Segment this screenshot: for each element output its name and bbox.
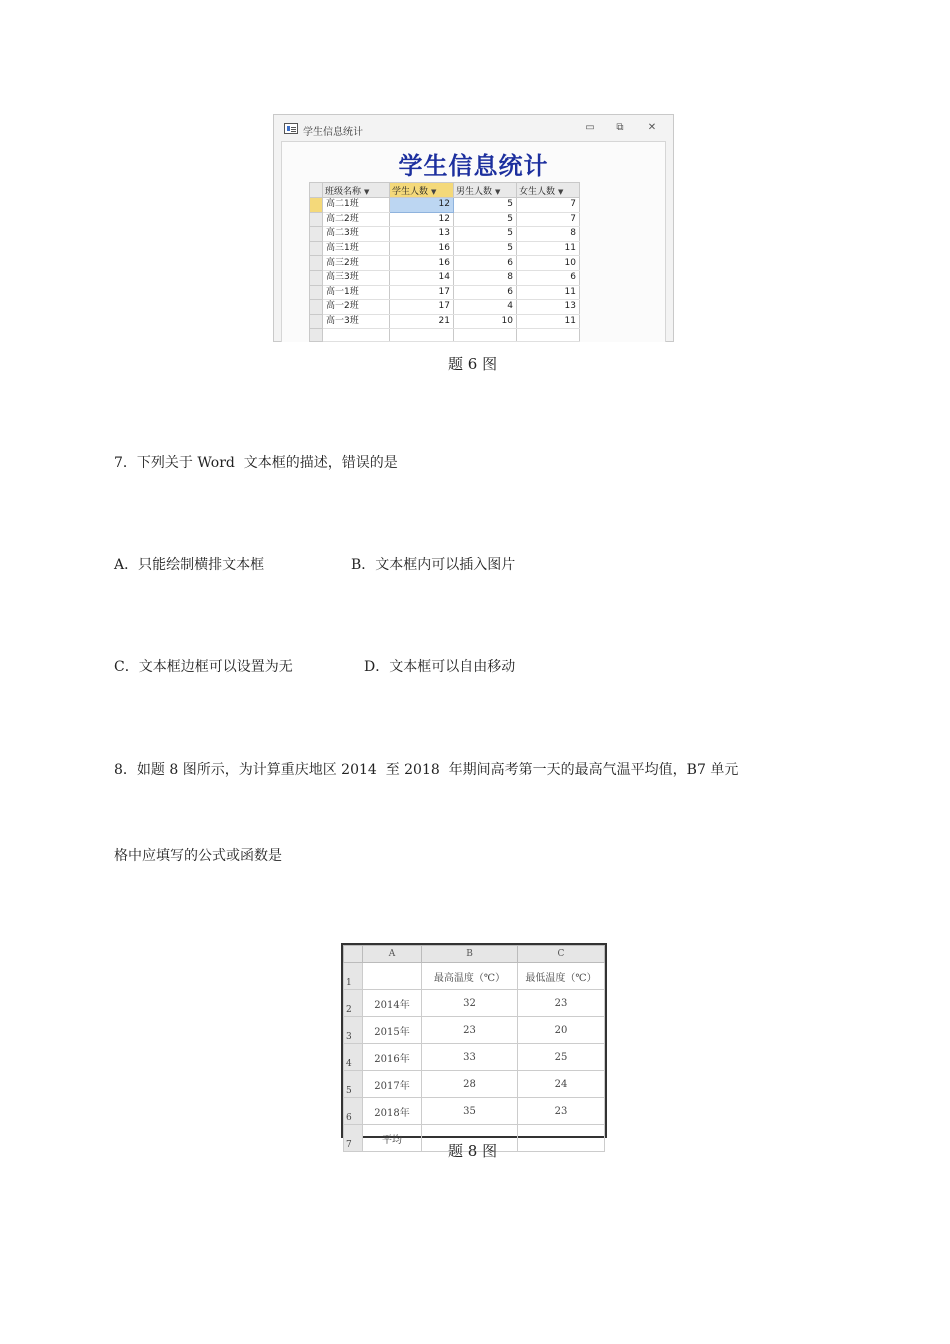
column-header-female-count[interactable]: 女生人数 ▼ xyxy=(517,183,580,198)
row-header[interactable]: 4 xyxy=(344,1044,363,1071)
table-row[interactable] xyxy=(310,314,580,329)
table-row xyxy=(344,1044,605,1071)
cell-A4[interactable]: 2016年 xyxy=(363,1044,422,1071)
column-header-a[interactable]: A xyxy=(363,946,422,963)
grid-cell[interactable]: 6 xyxy=(454,285,517,300)
record-selector[interactable] xyxy=(310,300,323,315)
row-header[interactable]: 1 xyxy=(344,963,363,990)
dropdown-arrow-icon[interactable]: ▼ xyxy=(431,187,437,196)
table-row xyxy=(344,1017,605,1044)
option-7b: B．文本框内可以插入图片 xyxy=(351,557,516,573)
grid-cell[interactable]: 17 xyxy=(390,300,454,315)
grid-cell[interactable]: 11 xyxy=(517,314,580,329)
grid-cell[interactable]: 6 xyxy=(517,270,580,285)
row-header[interactable]: 3 xyxy=(344,1017,363,1044)
table-row[interactable] xyxy=(310,212,580,227)
cell-C2[interactable]: 23 xyxy=(518,990,605,1017)
grid-cell[interactable]: 5 xyxy=(454,198,517,213)
table-row[interactable] xyxy=(310,285,580,300)
minimize-icon[interactable]: ▭ xyxy=(585,122,595,133)
corner-cell[interactable] xyxy=(344,946,363,963)
table-row[interactable] xyxy=(310,241,580,256)
record-selector[interactable] xyxy=(310,198,323,213)
window-titlebar xyxy=(274,115,673,141)
column-header-c[interactable]: C xyxy=(518,946,605,963)
cell-A7[interactable]: 平均 xyxy=(363,1125,422,1152)
cell-B6[interactable]: 35 xyxy=(422,1098,518,1125)
cell-A5[interactable]: 2017年 xyxy=(363,1071,422,1098)
cell-C1[interactable]: 最低温度（℃） xyxy=(518,963,605,990)
cell-A6[interactable]: 2018年 xyxy=(363,1098,422,1125)
grid-cell[interactable]: 高三3班 xyxy=(323,270,390,285)
figure-6-caption: 题 6 图 xyxy=(448,355,498,373)
grid-cell[interactable] xyxy=(323,329,390,342)
column-header-b[interactable]: B xyxy=(422,946,518,963)
record-selector[interactable] xyxy=(310,270,323,285)
restore-icon[interactable]: ⧉ xyxy=(616,122,624,133)
option-7c: C．文本框边框可以设置为无 xyxy=(114,659,293,675)
grid-cell[interactable]: 5 xyxy=(454,241,517,256)
grid-cell[interactable]: 5 xyxy=(454,212,517,227)
table-row[interactable] xyxy=(310,256,580,271)
question-8-stem-line1: 8．如题 8 图所示，为计算重庆地区 2014 至 2018 年期间高考第一天的最高气温平均值，B7 单元 xyxy=(114,762,739,778)
column-header-male-count[interactable]: 男生人数 ▼ xyxy=(454,183,517,198)
grid-cell[interactable]: 高三2班 xyxy=(323,256,390,271)
grid-cell[interactable]: 8 xyxy=(517,227,580,242)
cell-C5[interactable]: 24 xyxy=(518,1071,605,1098)
dropdown-arrow-icon[interactable]: ▼ xyxy=(558,187,564,196)
grid-cell[interactable]: 11 xyxy=(517,241,580,256)
datasheet-body xyxy=(310,198,580,342)
cell-C3[interactable]: 20 xyxy=(518,1017,605,1044)
grid-cell[interactable]: 10 xyxy=(454,314,517,329)
grid-cell[interactable]: 7 xyxy=(517,212,580,227)
dropdown-arrow-icon[interactable]: ▼ xyxy=(364,187,370,196)
cell-B1[interactable]: 最高温度（℃） xyxy=(422,963,518,990)
table-row[interactable] xyxy=(310,198,580,213)
grid-cell[interactable]: 高一2班 xyxy=(323,300,390,315)
grid-cell[interactable]: 12 xyxy=(390,212,454,227)
table-row[interactable] xyxy=(310,227,580,242)
record-selector[interactable] xyxy=(310,256,323,271)
temperature-spreadsheet xyxy=(341,943,607,1150)
grid-cell[interactable]: 6 xyxy=(454,256,517,271)
grid-cell[interactable]: 高三1班 xyxy=(323,241,390,256)
option-7d: D．文本框可以自由移动 xyxy=(364,659,516,675)
spreadsheet-body xyxy=(344,963,605,1152)
table-row xyxy=(344,1071,605,1098)
grid-cell[interactable]: 10 xyxy=(517,256,580,271)
form-heading: 学生信息统计 xyxy=(398,152,549,180)
table-row xyxy=(344,990,605,1017)
record-selector[interactable] xyxy=(310,212,323,227)
cell-A2[interactable]: 2014年 xyxy=(363,990,422,1017)
datasheet-grid xyxy=(309,182,580,342)
grid-cell[interactable]: 高一1班 xyxy=(323,285,390,300)
cell-A3[interactable]: 2015年 xyxy=(363,1017,422,1044)
question-8-stem-line2: 格中应填写的公式或函数是 xyxy=(114,848,282,864)
figure-8-caption: 题 8 图 xyxy=(448,1142,498,1160)
row-header[interactable]: 7 xyxy=(344,1125,363,1152)
grid-cell[interactable]: 12 xyxy=(390,198,454,213)
column-header-class-name[interactable]: 班级名称 ▼ xyxy=(323,183,390,198)
grid-cell[interactable]: 4 xyxy=(454,300,517,315)
grid-cell[interactable]: 11 xyxy=(517,285,580,300)
grid-cell[interactable] xyxy=(517,329,580,342)
cell-B3[interactable]: 23 xyxy=(422,1017,518,1044)
grid-cell[interactable]: 高二1班 xyxy=(323,198,390,213)
table-row[interactable] xyxy=(310,300,580,315)
window-title: 学生信息统计 xyxy=(303,127,363,138)
form-body xyxy=(281,141,666,342)
row-header[interactable]: 2 xyxy=(344,990,363,1017)
grid-cell[interactable]: 7 xyxy=(517,198,580,213)
form-icon xyxy=(284,123,298,134)
record-selector[interactable] xyxy=(310,285,323,300)
grid-cell[interactable]: 16 xyxy=(390,241,454,256)
new-record-row[interactable] xyxy=(310,329,580,342)
cell-C7[interactable] xyxy=(518,1125,605,1152)
grid-cell[interactable]: 16 xyxy=(390,256,454,271)
cell-B5[interactable]: 28 xyxy=(422,1071,518,1098)
grid-cell[interactable]: 高二3班 xyxy=(323,227,390,242)
question-7-stem: 7．下列关于 Word 文本框的描述，错误的是 xyxy=(114,455,398,471)
column-header-student-count[interactable]: 学生人数 ▼ xyxy=(390,183,454,198)
table-row[interactable] xyxy=(310,270,580,285)
close-icon[interactable]: ✕ xyxy=(647,122,657,133)
grid-cell[interactable] xyxy=(310,329,323,342)
cell-A1[interactable] xyxy=(363,963,422,990)
select-all-cell[interactable] xyxy=(310,183,323,198)
table-row xyxy=(344,963,605,990)
student-stats-window xyxy=(273,114,674,342)
cell-B4[interactable]: 33 xyxy=(422,1044,518,1071)
option-7a: A．只能绘制横排文本框 xyxy=(114,557,265,573)
record-selector[interactable] xyxy=(310,241,323,256)
grid-cell[interactable]: 17 xyxy=(390,285,454,300)
grid-cell[interactable]: 8 xyxy=(454,270,517,285)
grid-cell[interactable] xyxy=(454,329,517,342)
grid-cell[interactable]: 14 xyxy=(390,270,454,285)
table-row xyxy=(344,1098,605,1125)
cell-B2[interactable]: 32 xyxy=(422,990,518,1017)
grid-cell[interactable]: 高二2班 xyxy=(323,212,390,227)
row-header[interactable]: 6 xyxy=(344,1098,363,1125)
record-selector[interactable] xyxy=(310,314,323,329)
grid-cell[interactable]: 13 xyxy=(390,227,454,242)
record-selector[interactable] xyxy=(310,227,323,242)
cell-C4[interactable]: 25 xyxy=(518,1044,605,1071)
grid-cell[interactable]: 13 xyxy=(517,300,580,315)
grid-cell[interactable]: 5 xyxy=(454,227,517,242)
row-header[interactable]: 5 xyxy=(344,1071,363,1098)
cell-C6[interactable]: 23 xyxy=(518,1098,605,1125)
dropdown-arrow-icon[interactable]: ▼ xyxy=(495,187,501,196)
grid-cell[interactable] xyxy=(390,329,454,342)
grid-cell[interactable]: 21 xyxy=(390,314,454,329)
grid-cell[interactable]: 高一3班 xyxy=(323,314,390,329)
